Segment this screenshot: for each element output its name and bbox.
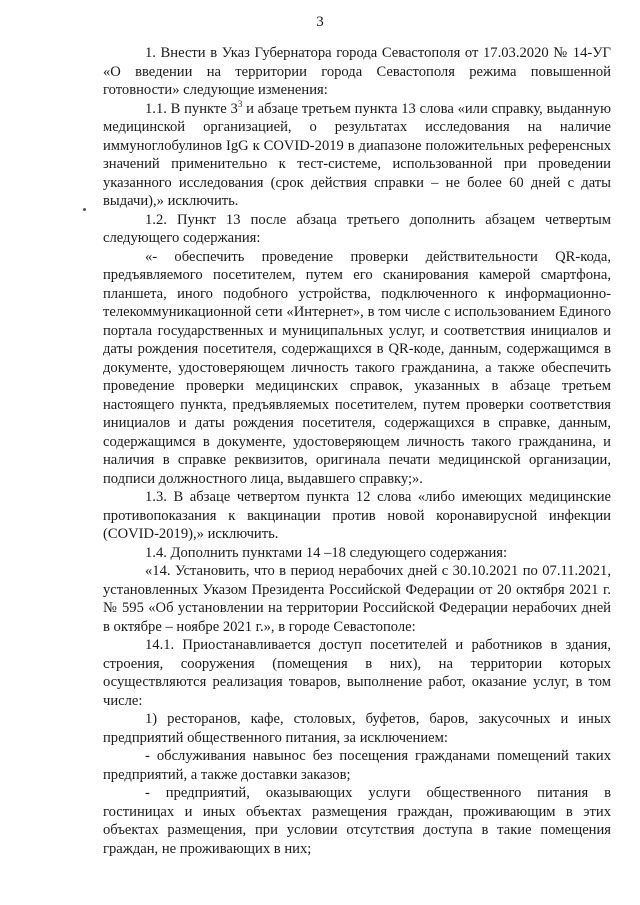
document-body (103, 44, 611, 858)
paragraph-1-2: 1.2. Пункт 13 после абзаца третьего дополнить абзацем четвертым следующего содержания: (103, 211, 611, 246)
paragraph-exception-2: - предприятий, оказывающих услуги общественного питания в гостиницах и иных объектах размещения граждан, проживающим в этих объектах размещения, при условии отсутствия доступа в такие помещения граждан, не проживающих в них; (103, 785, 611, 857)
paragraph-1-1-rest: и абзаце третьем пункта 13 слова «или справку, выданную медицинской организацией, о результатах исследования на наличие иммуноглобулинов IgG к COVID-2019 в диапазоне положительных референсных значений применительно к тест-системе, использованной при проведении указанного исследования (срок действия справки – не более 60 дней с даты выдачи),» исключить. (103, 100, 611, 209)
paragraph-1-1 (103, 100, 611, 211)
page-number: 3 (316, 14, 324, 30)
paragraph-1-4: 1.4. Дополнить пунктами 14 –18 следующего содержания: (145, 544, 508, 561)
paragraph-14: «14. Установить, что в период нерабочих дней с 30.10.2021 по 07.11.2021, установленных Указом Президента Российской Федерации от 20 октября 2021 г. № 595 «Об установлении на территории Российской Федерации нерабочих дней в октябре – ноябре 2021 г.», в городе Севастополе: (103, 563, 611, 635)
superscript: 3 (237, 98, 243, 109)
paragraph-1-1-start: 1.1. В пункте 3 (145, 100, 238, 117)
paragraph-14-1: 14.1. Приостанавливается доступ посетителей и работников в здания, строения, сооружения (помещения в них), на территории которых осуществляются реализация товаров, выполнение работ, оказание услуг, в том числе: (103, 637, 611, 709)
paragraph-exception-1: - обслуживания навынос без посещения гражданами помещений таких предприятий, а также доставки заказов; (103, 748, 611, 783)
paragraph-quote: «- обеспечить проведение проверки действительности QR-кода, предъявляемого посетителем, путем его сканирования камерой смартфона, планшета, иного подобного устройства, подключенного к информационно-телекоммуникационной сети «Интернет», в том числе с использованием Единого портала государственных и муниципальных услуг, и соответствия инициалов и даты рождения посетителя, содержащихся в QR-коде, данным, содержащимся в документе, удостоверяющем личность такого гражданина, а также обеспечить проведение проверки медицинских справок, указанных в абзаце третьем настоящего пункта, предъявляемых посетителем, путем проверки соответствия инициалов и даты рождения посетителя, содержащихся в справке, данным, содержащимся в документе, удостоверяющем личность такого гражданина, и наличия в справке реквизитов, оригинала печати медицинской организации, подписи должностного лица, выдавшего справку;». (103, 248, 611, 487)
paragraph-1: 1. Внести в Указ Губернатора города Севастополя от 17.03.2020 № 14-УГ «О введении на территории города Севастополя режима повышенной готовности» следующие изменения: (103, 45, 611, 98)
paragraph-item-1: 1) ресторанов, кафе, столовых, буфетов, баров, закусочных и иных предприятий общественного питания, за исключением: (103, 711, 611, 746)
paragraph-1-3: 1.3. В абзаце четвертом пункта 12 слова «либо имеющих медицинские противопоказания к вакцинации против новой коронавирусной инфекции (COVID-2019),» исключить. (103, 489, 611, 542)
scan-speck (83, 208, 86, 211)
